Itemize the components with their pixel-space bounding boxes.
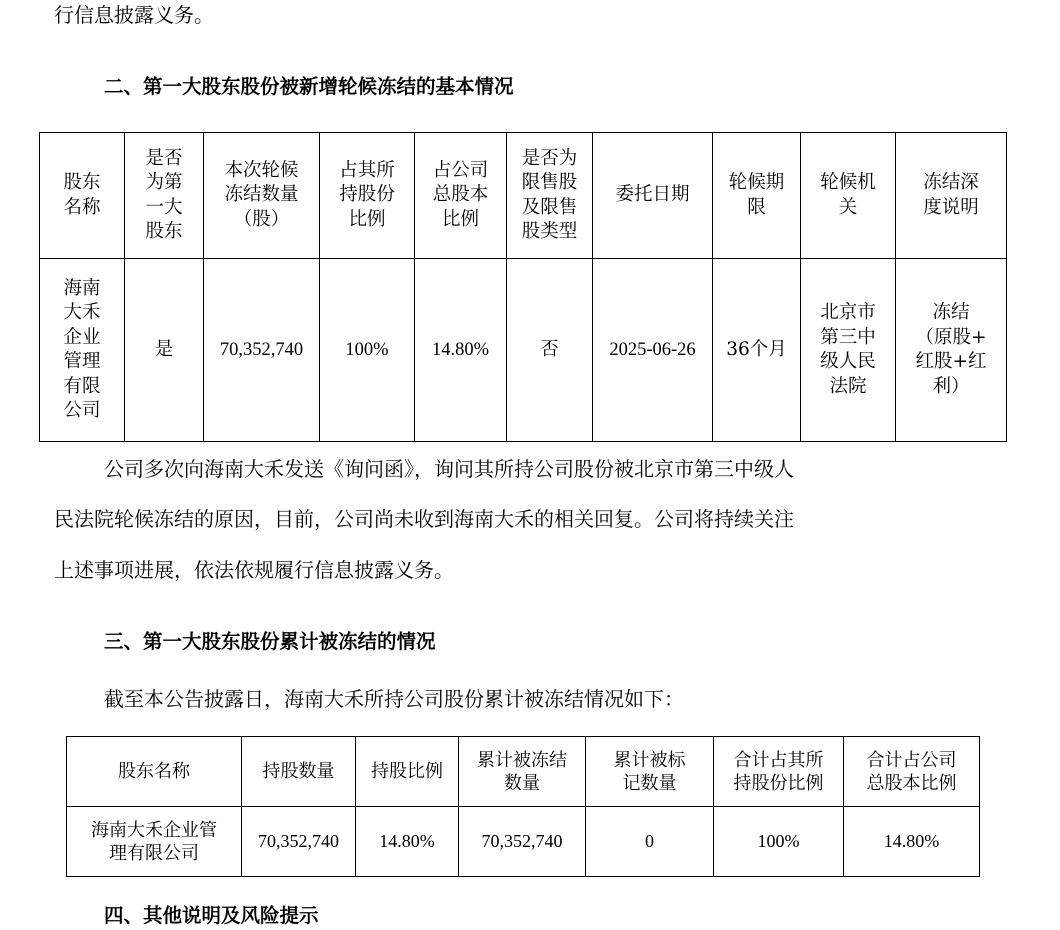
header-cell: 是否为 限售股 及限售 股类型 bbox=[507, 133, 593, 259]
header-cell: 冻结深 度说明 bbox=[896, 133, 1007, 259]
data-cell: 是 bbox=[125, 259, 204, 442]
header-cell: 合计占其所 持股份比例 bbox=[714, 737, 844, 807]
section2-heading: 二、第一大股东股份被新增轮候冻结的基本情况 bbox=[104, 75, 514, 98]
header-cell: 持股比例 bbox=[356, 737, 459, 807]
header-cell: 是否 为第 一大 股东 bbox=[125, 133, 204, 259]
data-cell: 70,352,740 bbox=[459, 807, 586, 877]
data-cell: 14.80% bbox=[844, 807, 980, 877]
section4-heading: 四、其他说明及风险提示 bbox=[104, 904, 319, 927]
freeze-detail-table bbox=[39, 132, 1007, 442]
data-cell: 70,352,740 bbox=[242, 807, 356, 877]
header-cell: 合计占公司 总股本比例 bbox=[844, 737, 980, 807]
paragraph-line: 民法院轮候冻结的原因，目前，公司尚未收到海南大禾的相关回复。公司将持续关注 bbox=[54, 507, 794, 531]
data-cell: 海南 大禾 企业 管理 有限 公司 bbox=[40, 259, 125, 442]
header-cell: 持股数量 bbox=[242, 737, 356, 807]
data-cell: 冻结 （原股+ 红股+红 利） bbox=[896, 259, 1007, 442]
header-cell: 轮候机 关 bbox=[801, 133, 896, 259]
data-cell: 14.80% bbox=[415, 259, 507, 442]
data-cell: 海南大禾企业管 理有限公司 bbox=[67, 807, 242, 877]
freeze-detail-header-row bbox=[40, 133, 1007, 259]
header-cell: 累计被标 记数量 bbox=[586, 737, 714, 807]
header-cell: 本次轮候 冻结数量 （股） bbox=[204, 133, 320, 259]
data-cell: 70,352,740 bbox=[204, 259, 320, 442]
data-cell: 0 bbox=[586, 807, 714, 877]
freeze-detail-data-row bbox=[40, 259, 1007, 442]
header-cell: 累计被冻结 数量 bbox=[459, 737, 586, 807]
header-cell: 股东名称 bbox=[67, 737, 242, 807]
data-cell: 北京市 第三中 级人民 法院 bbox=[801, 259, 896, 442]
data-cell: 否 bbox=[507, 259, 593, 442]
header-cell: 委托日期 bbox=[593, 133, 713, 259]
header-cell: 占公司 总股本 比例 bbox=[415, 133, 507, 259]
section3-intro: 截至本公告披露日，海南大禾所持公司股份累计被冻结情况如下： bbox=[104, 687, 684, 711]
header-cell: 轮候期 限 bbox=[713, 133, 801, 259]
top-line: 行信息披露义务。 bbox=[54, 3, 214, 27]
header-cell: 占其所 持股份 比例 bbox=[320, 133, 415, 259]
cumulative-data-row bbox=[67, 807, 980, 877]
section3-heading: 三、第一大股东股份累计被冻结的情况 bbox=[104, 630, 436, 653]
data-cell: 36个月 bbox=[713, 259, 801, 442]
data-cell: 2025-06-26 bbox=[593, 259, 713, 442]
data-cell: 100% bbox=[320, 259, 415, 442]
header-cell: 股东 名称 bbox=[40, 133, 125, 259]
data-cell: 14.80% bbox=[356, 807, 459, 877]
paragraph-line: 上述事项进展，依法依规履行信息披露义务。 bbox=[54, 558, 454, 582]
cumulative-freeze-table bbox=[66, 736, 980, 877]
paragraph-line: 公司多次向海南大禾发送《询问函》，询问其所持公司股份被北京市第三中级人 bbox=[104, 457, 794, 481]
data-cell: 100% bbox=[714, 807, 844, 877]
cumulative-header-row bbox=[67, 737, 980, 807]
